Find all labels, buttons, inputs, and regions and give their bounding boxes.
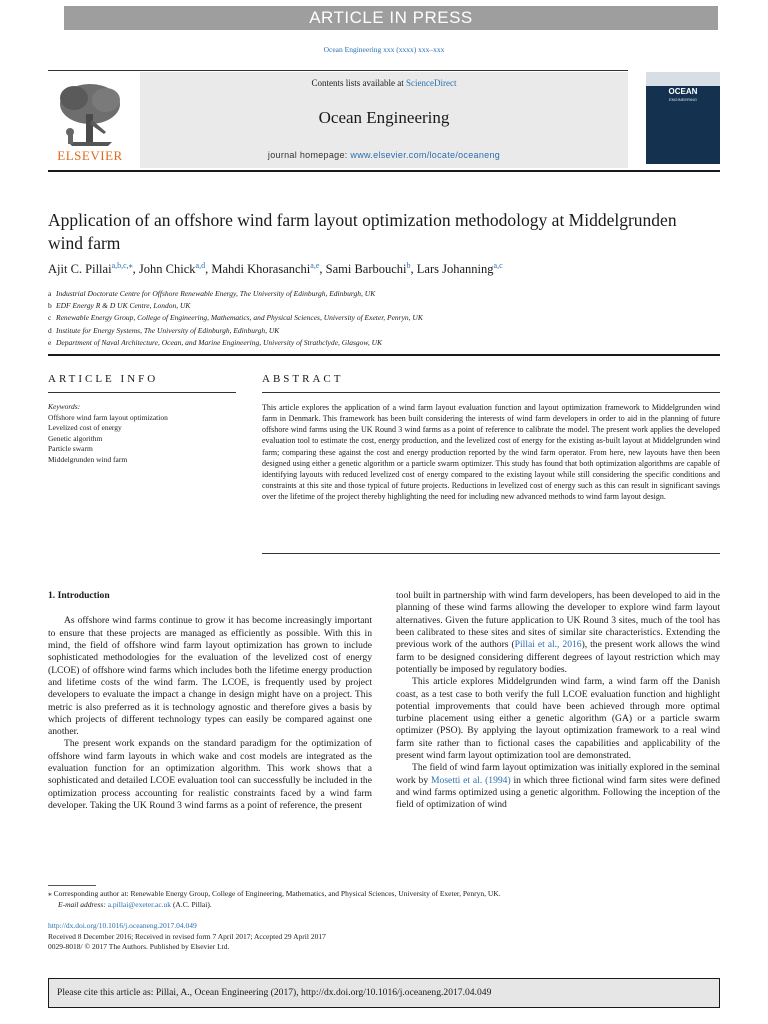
body-paragraph: This article explores Middelgrunden wind farm, a wind farm off the Danish coast, as a test case to both verify the full LCOE evaluation function and highlight potential improvements that could have been achieved through more optimal turbine placement using either a genetic algorithm (GA) or a particle swarm optimizer (PSO). By applying the layout optimization framework to a real wind farm site rather than to fictional cases the capabilities and applicability of the present wind farm layout optimization tool are demonstrated. [396, 676, 720, 762]
reference-link[interactable]: Pillai et al., 2016 [514, 639, 582, 651]
author-name[interactable]: Lars Johanning [416, 262, 494, 276]
contents-prefix: Contents lists available at [311, 78, 406, 88]
body-paragraph: The present work expands on the standard paradigm for the optimization of offshore wind farm layouts in which wake and cost models are integrated as the evaluation function for an optimization algorithm. This work shows that a sophisticated and detailed LCOE evaluation tool can successfully be included in the optimization process accounting for realistic constraints faced by a wind farm developer. Taking the UK Round 3 wind farms as a point of reference, the present [48, 738, 372, 811]
affiliation-item [48, 312, 728, 324]
author-name[interactable]: Sami Barbouchi [325, 262, 407, 276]
copyright-line: 0029-8018/ © 2017 The Authors. Published by Elsevier Ltd. [48, 942, 230, 952]
affiliation-text: Institute for Energy Systems, The University of Edinburgh, Edinburgh, UK [56, 325, 280, 335]
body-paragraph: As offshore wind farms continue to grow it has become increasingly important to ensure that these projects are managed as efficiently as possible. With this in mind, the field of offshore wind farm layout optimization has grown to include sophisticated methodologies for the evaluation of the levelized cost of energy (LCOE) of offshore wind farms which includes both the lifetime energy production and lifetime costs of the wind farm. The LCOE, is frequently used by project developers to evaluate the impact a change in design might have on a project. This metric is also preferred as it is technology agnostic and therefore gives a basis by which projects of different technology types can easily be compared against one another. [48, 615, 372, 738]
body-column-left [48, 590, 372, 812]
affiliation-text: Department of Naval Architecture, Ocean, and Marine Engineering, University of Strathclyde, Glasgow, UK [56, 337, 382, 347]
affiliation-mark: a [48, 289, 52, 298]
cover-title-line1: OCEAN [668, 87, 698, 96]
footnote-rule [48, 885, 96, 886]
author-affil-marks[interactable]: a,b,c,⁎ [111, 260, 133, 270]
author-affil-marks[interactable]: b [406, 260, 411, 270]
corresponding-author-footnote [48, 889, 728, 910]
author-affil-marks[interactable]: a,d [195, 260, 206, 270]
author-name[interactable]: Mahdi Khorasanchi [211, 262, 311, 276]
received-dates: Received 8 December 2016; Received in revised form 7 April 2017; Accepted 29 April 2017 [48, 931, 326, 941]
cover-title-line2: ENGINEERING [668, 97, 697, 102]
author-name[interactable]: Ajit C. Pillai [48, 262, 112, 276]
email-line [48, 900, 728, 911]
section-heading: 1. Introduction [48, 590, 110, 601]
header-top-rule [48, 70, 628, 71]
author-separator: , [205, 262, 212, 276]
email-link[interactable]: a.pillai@exeter.ac.uk [107, 899, 172, 909]
abstract-rule [262, 392, 720, 393]
abstract-bottom-rule [262, 553, 720, 554]
article-info-top-rule [48, 354, 720, 356]
body-column-right [396, 590, 720, 812]
abstract-text: This article explores the application of a wind farm layout evaluation function and layout optimization framework to Middelgrunden wind farm in Denmark. This framework has been built considering the interests of wind farm developers in order to aid in the planning of future offshore wind farms using the UK Round 3 wind farms as a point of reference to calibrate the model. The present work applies the developed evaluation tool to estimate the cost, energy production, and the levelized cost of energy for the existing as-built layout at Middelgrunden wind farm; comparing these against the cost and energy production reported by the wind farm operator. From here, new layouts have then been designed using either a genetic algorithm or a particle swarm optimizer. This study has found that both optimization algorithms are capable of identifying layouts with reduced levelized cost of energy compared to the existing layout while still considering the specific conditions and constraints at this site and those typical of future projects. Reductions in levelized cost of energy such as this can result in significant savings over the lifetime of the project thereby highlighting the need for including new advanced methods to wind farm layout design. [262, 403, 720, 502]
keyword-item: Genetic algorithm [48, 433, 103, 443]
paragraph-text: ), the present work allows the wind farm to be designed considering different degrees of layout restriction which may potentially be imposed by regulatory bodies. [396, 639, 720, 675]
keyword-item: Levelized cost of energy [48, 423, 122, 433]
keyword-item: Middelgrunden wind farm [48, 454, 128, 464]
author-affil-marks[interactable]: a,e [310, 260, 320, 270]
homepage-prefix: journal homepage: [267, 150, 351, 160]
cover-title [646, 88, 720, 104]
article-info-heading: ARTICLE INFO [48, 373, 159, 385]
affiliation-text: Renewable Energy Group, College of Engineering, Mathematics, and Physical Sciences, University of Exeter, Penryn, UK [56, 313, 423, 323]
cite-this-article-box [48, 978, 720, 1008]
keyword-item: Particle swarm [48, 444, 93, 454]
affiliation-mark: e [48, 337, 52, 347]
affiliation-item [48, 300, 728, 312]
affiliation-mark: b [48, 301, 52, 311]
author-separator: , [319, 262, 326, 276]
journal-cover-thumbnail [646, 72, 720, 164]
affiliation-item [48, 337, 728, 349]
reference-link[interactable]: Mosetti et al. (1994) [431, 774, 511, 786]
paper-title: Application of an offshore wind farm layout optimization methodology at Middelgrunden wind farm [48, 210, 677, 253]
contents-line [140, 78, 628, 88]
author-separator: , [410, 262, 417, 276]
cover-top-strip [646, 72, 720, 86]
affiliation-text: EDF Energy R & D UK Centre, London, UK [56, 301, 191, 311]
header-bottom-rule [48, 170, 720, 172]
journal-citation-link[interactable]: Ocean Engineering xxx (xxxx) xxx–xxx [323, 45, 445, 54]
paragraph-text: tool built in partnership with wind farm developers, has been developed to aid in the planning of these wind farms allowing the developer to explore wind farm layout alternatives. Given the future application to UK Round 3 sites, much of the tool has been calibrated to these sites and sites of similar site characteristics. Extending the previous work of the authors ( [396, 590, 720, 651]
doi-link[interactable]: http://dx.doi.org/10.1016/j.oceaneng.2017.04.049 [48, 921, 197, 930]
article-meta [48, 921, 728, 953]
journal-header-box [140, 72, 628, 168]
body-paragraph [396, 590, 720, 676]
affiliation-mark: c [48, 313, 52, 323]
email-label: E-mail address: [58, 899, 108, 909]
affiliation-item [48, 325, 728, 337]
paragraph-text: The field of wind farm layout optimization was initially explored in the seminal work by [396, 762, 720, 786]
affiliation-item [48, 288, 728, 300]
author-separator: , [132, 262, 139, 276]
cite-this-article-text: Please cite this article as: Pillai, A., Ocean Engineering (2017), http://dx.doi.org/10.1016/j.oceaneng.2017.04.049 [57, 987, 492, 998]
elsevier-wordmark: ELSEVIER [57, 148, 123, 163]
corresponding-author-text: ⁎ Corresponding author at: Renewable Energy Group, College of Engineering, Mathematics, and Physical Sciences, University of Exeter, Penryn, UK. [48, 889, 501, 898]
email-suffix: (A.C. Pillai). [171, 899, 212, 909]
author-list [48, 262, 728, 277]
article-info-rule [48, 392, 236, 393]
sciencedirect-link[interactable]: ScienceDirect [406, 78, 457, 88]
affiliation-list [48, 288, 728, 349]
journal-title: Ocean Engineering [318, 108, 450, 127]
author-name[interactable]: John Chick [138, 262, 196, 276]
keywords-block [48, 402, 238, 466]
affiliation-mark: d [48, 325, 52, 335]
paragraph-text: in which three fictional wind farm sites were defined and wind farms optimized using a genetic algorithm. Following the inception of the field of optimization of wind [396, 774, 720, 811]
homepage-link[interactable]: www.elsevier.com/locate/oceaneng [350, 150, 501, 160]
author-affil-marks[interactable]: a,c [493, 260, 503, 270]
body-paragraph [396, 762, 720, 811]
affiliation-text: Industrial Doctorate Centre for Offshore Renewable Energy, The University of Edinburgh, Edinburgh, UK [56, 289, 376, 298]
keyword-item: Offshore wind farm layout optimization [48, 412, 168, 422]
keywords-label: Keywords: [48, 402, 81, 411]
abstract-heading: ABSTRACT [262, 373, 344, 385]
journal-homepage-line [140, 150, 628, 160]
article-in-press-banner: ARTICLE IN PRESS [64, 6, 718, 30]
